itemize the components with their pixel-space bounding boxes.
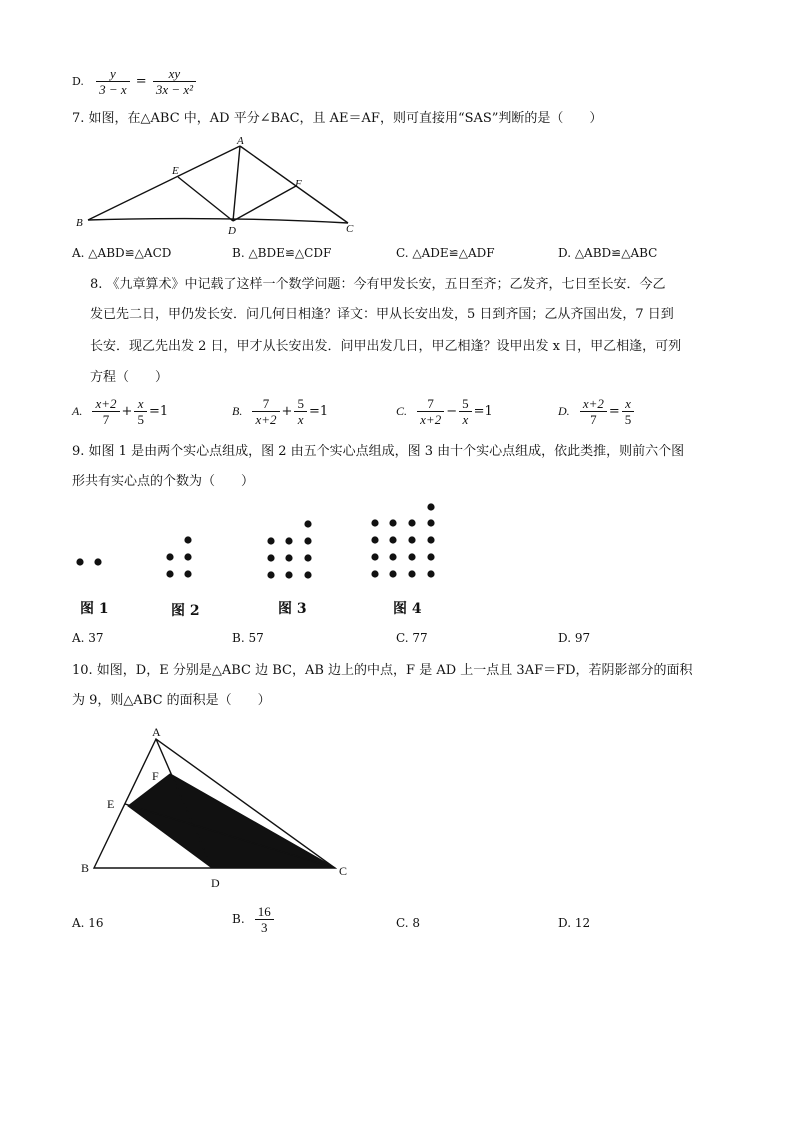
q7-option-c: C. △ADE≌△ADF — [396, 246, 495, 260]
q8-option-c-term2-den: x — [462, 412, 469, 427]
q8-option-d-term1-num: x+2 — [580, 396, 607, 412]
q9-figure-label-3: 图 3 — [278, 601, 307, 617]
q10-option-b-denominator: 3 — [261, 920, 268, 935]
q8-option-a-term2 — [134, 396, 147, 427]
q7-segment-bc — [88, 219, 348, 223]
dot — [285, 571, 292, 578]
q8-option-b-rhs: =1 — [308, 404, 329, 419]
dot — [371, 553, 378, 560]
dot — [304, 537, 311, 544]
q9-option-d: D. 97 — [558, 631, 591, 645]
dot — [427, 570, 434, 577]
q8-option-d-op: = — [608, 404, 620, 419]
q8-option-d-letter: D. — [558, 404, 570, 418]
q7-label-f: F — [295, 178, 302, 190]
dot — [166, 570, 173, 577]
q10-option-b-fraction — [255, 904, 274, 935]
q8-option-d-term2 — [622, 396, 635, 427]
dot — [389, 553, 396, 560]
q9-line-1: 9. 如图 1 是由两个实心点组成，图 2 由五个实心点组成，图 3 由十个实心点组成，依此类推，则前六个图 — [72, 444, 685, 459]
q8-option-c-op: − — [446, 404, 458, 419]
q8-option-c — [396, 396, 493, 427]
q10-option-b-letter: B. — [232, 912, 245, 926]
q8-option-b — [232, 396, 328, 427]
q10-line-2: 为 9，则△ABC 的面积是（ ） — [72, 693, 271, 708]
q7-segment-ac — [240, 146, 348, 223]
dot — [184, 570, 191, 577]
q8-option-a-op: + — [121, 404, 133, 419]
dot — [285, 554, 292, 561]
dot — [389, 519, 396, 526]
q8-option-c-term2 — [459, 396, 472, 427]
dot — [94, 558, 101, 565]
q8-option-b-term2-num: 5 — [294, 396, 307, 412]
q8-option-c-term1 — [417, 396, 444, 427]
dot — [371, 519, 378, 526]
q8-line-4: 方程（ ） — [90, 370, 169, 385]
q8-option-a-term1 — [92, 396, 119, 427]
q6-lhs-numerator: y — [96, 66, 130, 82]
q10-label-c: C — [339, 864, 348, 878]
q8-option-a — [72, 396, 168, 427]
q9-figure-label-1: 图 1 — [80, 601, 109, 617]
dot — [389, 570, 396, 577]
dot — [408, 536, 415, 543]
q10-figure — [70, 722, 370, 892]
q8-option-b-letter: B. — [232, 404, 243, 418]
q8-option-d-term1 — [580, 396, 607, 427]
q10-option-d: D. 12 — [558, 916, 591, 930]
q10-label-e: E — [107, 797, 115, 811]
q8-option-d-term2-num: x — [622, 396, 635, 412]
q7-label-d: D — [228, 225, 236, 237]
q7-label-e: E — [172, 165, 179, 177]
q8-option-c-rhs: =1 — [473, 404, 493, 419]
q8-option-a-letter: A. — [72, 404, 83, 418]
dot — [389, 536, 396, 543]
dot — [371, 536, 378, 543]
q10-option-b — [232, 904, 276, 935]
q6-equals: = — [135, 74, 147, 89]
q10-label-a: A — [152, 725, 161, 739]
q8-option-a-term2-num: x — [134, 396, 147, 412]
q8-option-a-rhs: =1 — [148, 404, 169, 419]
q8-option-b-term1 — [252, 396, 279, 427]
dot — [304, 520, 311, 527]
q6-rhs-fraction — [153, 66, 196, 97]
q10-label-b: B — [81, 861, 90, 875]
q10-line-1: 10. 如图，D，E 分别是△ABC 边 BC，AB 边上的中点，F 是 AD 上一点且 3AF＝FD，若阴影部分的面积 — [72, 663, 693, 678]
q8-option-c-term2-num: 5 — [459, 396, 472, 412]
dot — [267, 537, 274, 544]
q9-figure-label-2: 图 2 — [171, 603, 200, 619]
q10-option-a: A. 16 — [72, 916, 104, 930]
dot — [304, 554, 311, 561]
q9-option-a: A. 37 — [72, 631, 104, 645]
dot — [166, 553, 173, 560]
dot — [408, 570, 415, 577]
q8-option-a-term1-den: 7 — [102, 412, 110, 427]
q6-lhs-fraction — [96, 66, 130, 97]
q9-figure-label-4: 图 4 — [393, 601, 422, 617]
q10-label-f: F — [152, 769, 159, 783]
q7-label-a: A — [237, 135, 244, 147]
q9-dot-figures — [60, 498, 460, 588]
q8-option-b-term1-num: 7 — [252, 396, 279, 412]
q8-option-b-op: + — [281, 404, 293, 419]
q8-option-c-letter: C. — [396, 404, 408, 418]
q7-segment-ad — [233, 146, 240, 221]
q10-option-b-numerator: 16 — [255, 904, 274, 920]
q10-shaded-region — [128, 774, 335, 868]
q10-label-d: D — [211, 876, 220, 890]
dot — [184, 536, 191, 543]
dot — [76, 558, 83, 565]
q8-option-c-term1-den: x+2 — [420, 412, 442, 427]
q9-line-2: 形共有实心点的个数为（ ） — [72, 474, 255, 489]
q8-line-3: 长安．现乙先出发 2 日，甲才从长安出发．问甲出发几日，甲乙相逢？设甲出发 x 日，甲乙相逢，可列 — [90, 339, 682, 354]
dot — [427, 503, 434, 510]
dot — [427, 519, 434, 526]
q9-option-b: B. 57 — [232, 631, 264, 645]
q8-option-d — [558, 396, 636, 427]
q7-stem: 7. 如图，在△ABC 中，AD 平分∠BAC，且 AE＝AF，则可直接用“SAS”判断的是（ ） — [72, 111, 603, 126]
q7-option-d: D. △ABD≌△ABC — [558, 246, 658, 260]
q8-option-a-term1-num: x+2 — [92, 396, 119, 412]
q7-label-b: B — [76, 217, 83, 229]
q8-option-c-term1-num: 7 — [417, 396, 444, 412]
q7-figure — [72, 134, 372, 238]
q6-option-letter: D. — [72, 75, 84, 88]
q8-option-b-term2-den: x — [297, 412, 304, 427]
dot — [267, 554, 274, 561]
q8-line-1: 8. 《九章算术》中记载了这样一个数学问题：今有甲发长安，五日至齐；乙发齐，七日至长安．今乙 — [90, 277, 666, 292]
q8-option-d-term2-den: 5 — [624, 412, 632, 427]
dot — [371, 570, 378, 577]
dot — [285, 537, 292, 544]
q6-rhs-denominator: 3x − x² — [155, 82, 194, 97]
dot — [184, 553, 191, 560]
dot — [427, 553, 434, 560]
q8-option-b-term2 — [294, 396, 307, 427]
q6-option-d — [72, 66, 198, 97]
q8-line-2: 发已先二日，甲仍发长安．问几何日相逢？译文：甲从长安出发，5 日到齐国；乙从齐国出发，7 日到 — [90, 307, 674, 322]
q8-option-d-term1-den: 7 — [590, 412, 597, 427]
q8-option-b-term1-den: x+2 — [255, 412, 277, 427]
dot — [267, 571, 274, 578]
q9-option-c: C. 77 — [396, 631, 428, 645]
q7-option-a: A. △ABD≌△ACD — [72, 246, 172, 260]
q10-option-c: C. 8 — [396, 916, 421, 930]
q7-option-b: B. △BDE≌△CDF — [232, 246, 332, 260]
q7-segment-fd — [233, 186, 296, 221]
q6-lhs-denominator: 3 − x — [99, 82, 127, 97]
q7-label-c: C — [346, 223, 354, 235]
q7-segment-ed — [178, 177, 233, 221]
q6-rhs-numerator: xy — [153, 66, 196, 82]
dot — [408, 553, 415, 560]
dot — [304, 571, 311, 578]
dot — [427, 536, 434, 543]
dot — [408, 519, 415, 526]
q8-option-a-term2-den: 5 — [137, 412, 144, 427]
